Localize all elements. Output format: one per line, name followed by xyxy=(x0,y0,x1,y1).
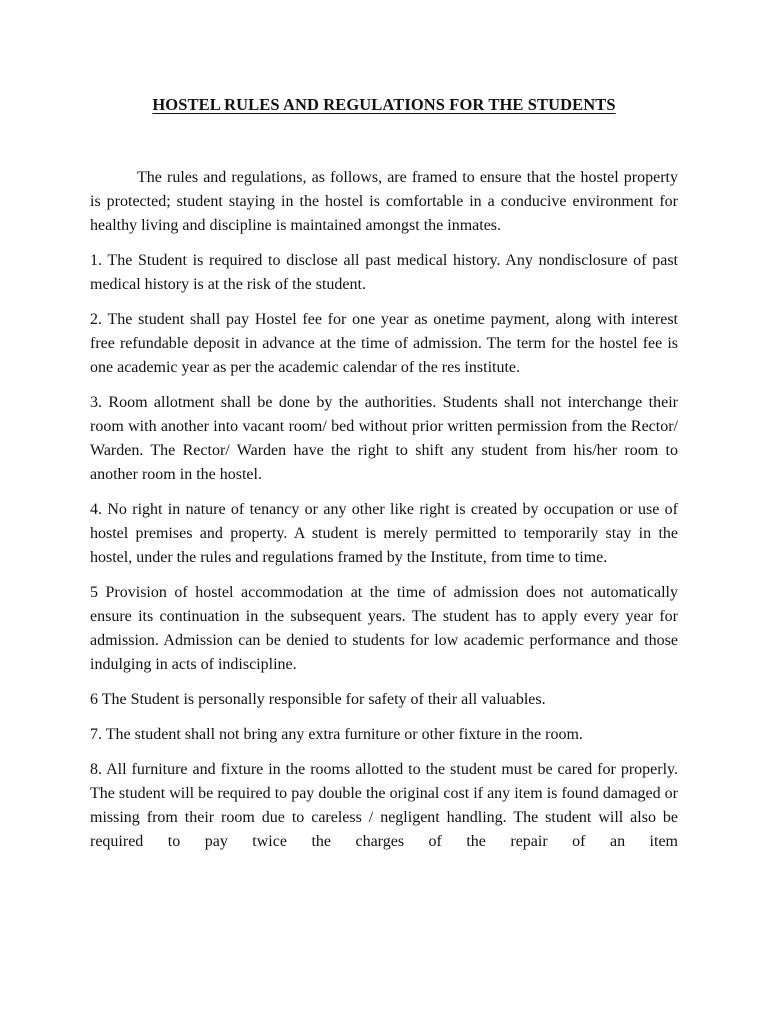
rule-8: 8. All furniture and fixture in the rooms allotted to the student must be cared for properly. The student will be required to pay double the original cost if any item is found damaged or missing from their room due to careless / negligent handling. The student will also be required to pay twice the charges of the repair of an item xyxy=(90,761,678,850)
rule-6: 6 The Student is personally responsible for safety of their all valuables. xyxy=(90,691,546,708)
intro-paragraph: The rules and regulations, as follows, are framed to ensure that the hostel property is protected; student staying in the hostel is comfortable in a conducive environment for healthy living and discipline is maintained amongst the inmates. xyxy=(90,169,678,234)
rule-3: 3. Room allotment shall be done by the authorities. Students shall not interchange their room with another into vacant room/ bed without prior written permission from the Rector/ Warden. The Rector/ Warden have the right to shift any student from his/her room to another room in the hostel. xyxy=(90,394,678,483)
rule-2: 2. The student shall pay Hostel fee for one year as onetime payment, along with interest free refundable deposit in advance at the time of admission. The term for the hostel fee is one academic year as per the academic calendar of the res institute. xyxy=(90,311,678,376)
rule-7: 7. The student shall not bring any extra furniture or other fixture in the room. xyxy=(90,726,583,743)
document-title: HOSTEL RULES AND REGULATIONS FOR THE STUDENTS xyxy=(152,95,616,114)
rule-4: 4. No right in nature of tenancy or any other like right is created by occupation or use of hostel premises and property. A student is merely permitted to temporarily stay in the hostel, under the rules and regulations framed by the Institute, from time to time. xyxy=(90,501,678,566)
rule-1: 1. The Student is required to disclose all past medical history. Any nondisclosure of past medical history is at the risk of the student. xyxy=(90,252,678,293)
rule-5: 5 Provision of hostel accommodation at the time of admission does not automatically ensure its continuation in the subsequent years. The student has to apply every year for admission. Admission can be denied to students for low academic performance and those indulging in acts of indiscipline. xyxy=(90,584,678,673)
